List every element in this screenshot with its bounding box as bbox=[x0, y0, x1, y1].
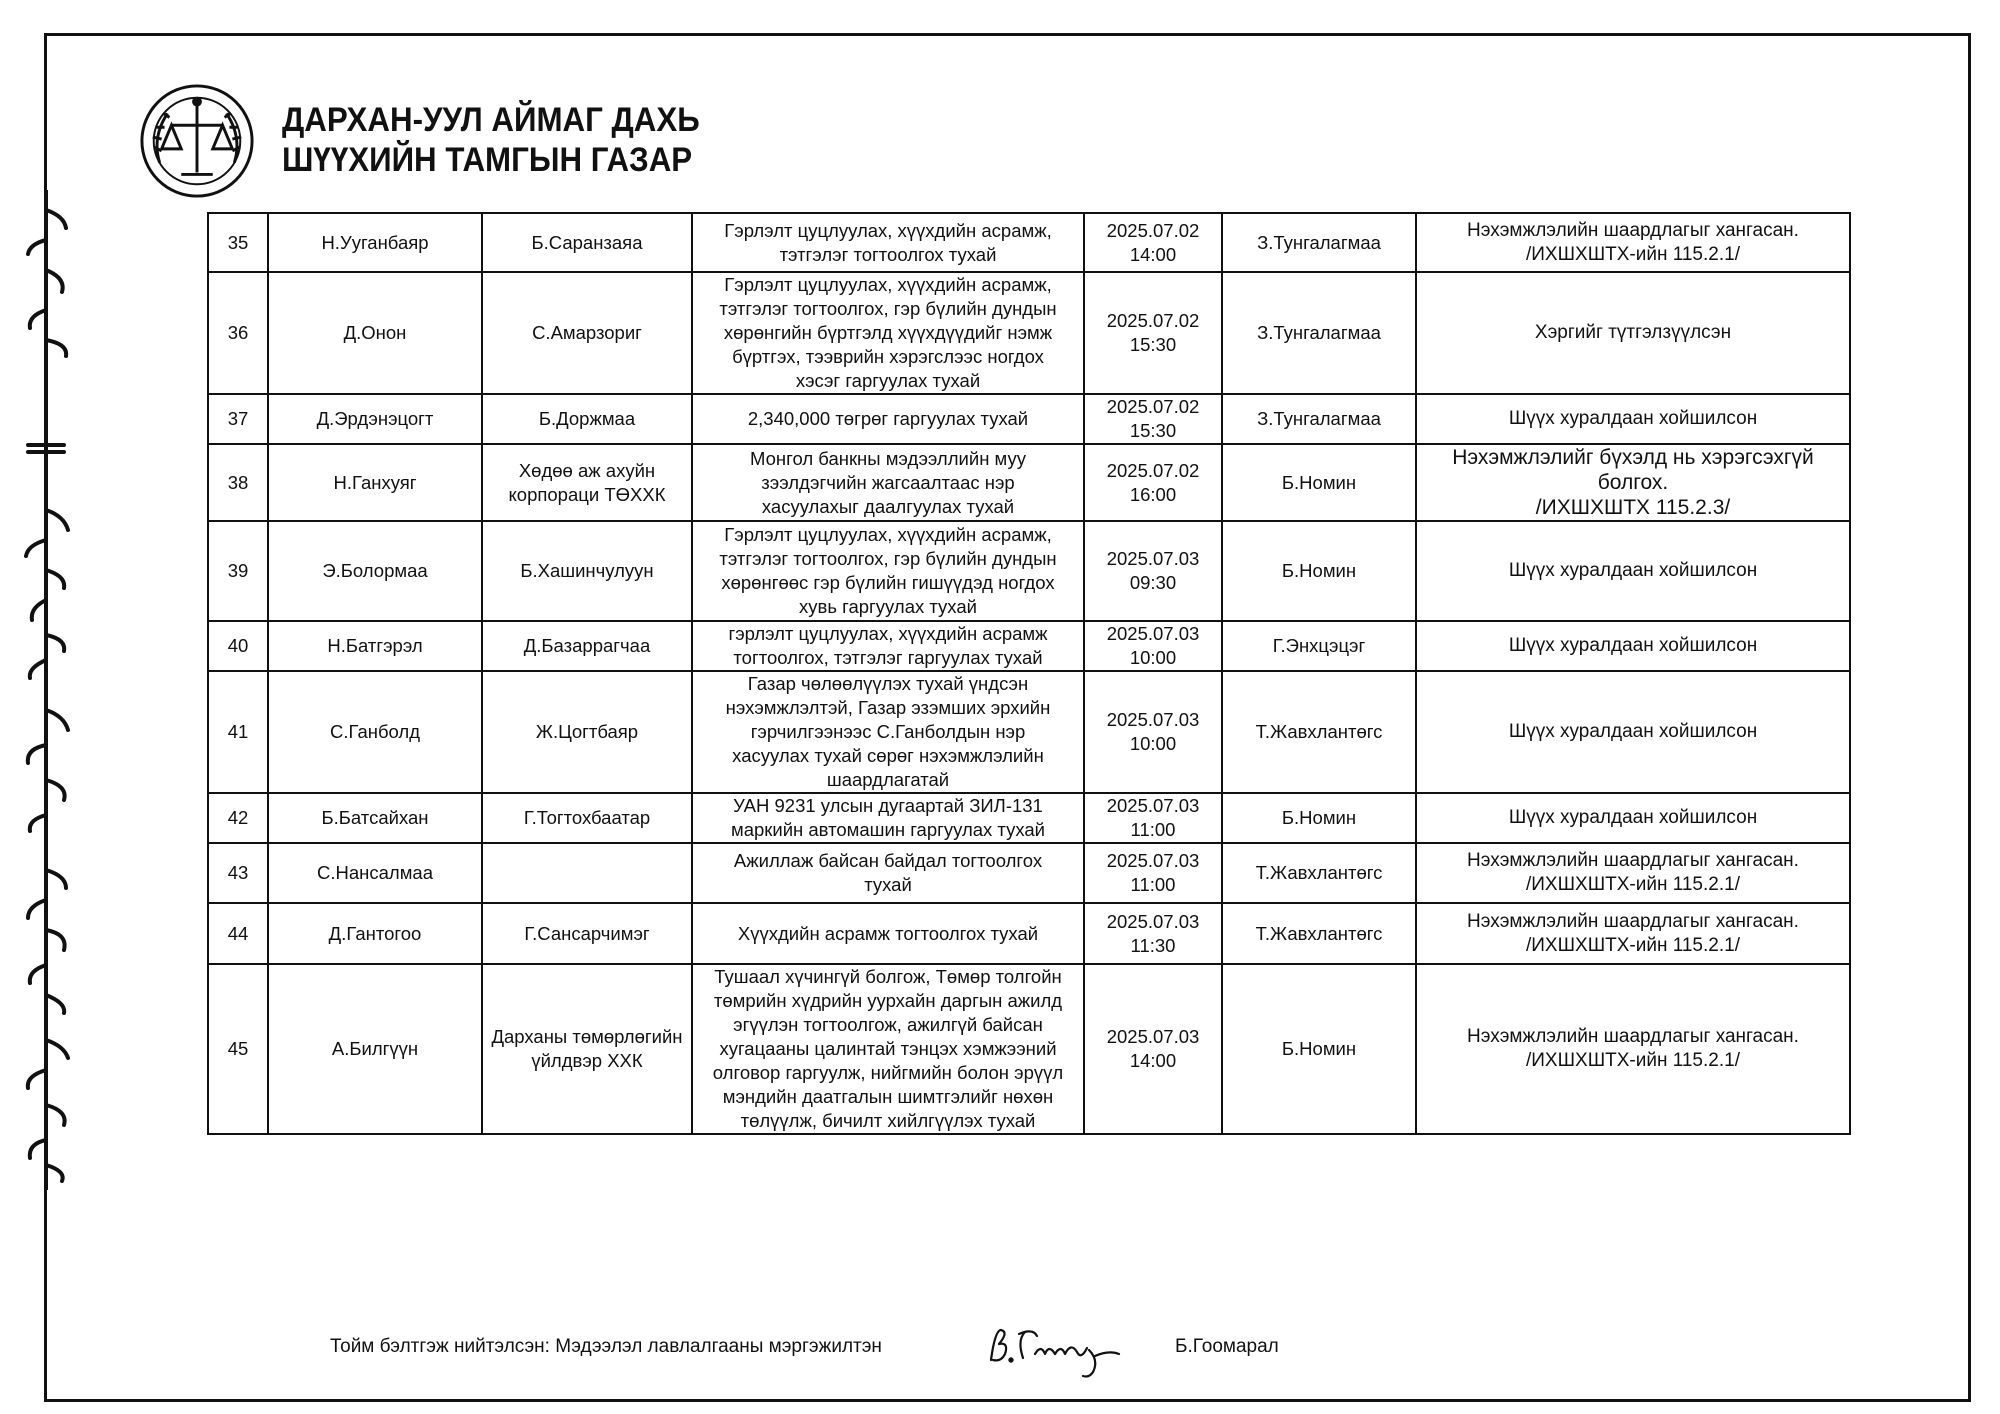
result-cell bbox=[1416, 903, 1850, 964]
result-line: Нэхэмжлэлийн шаардлагыг хангасан. bbox=[1467, 910, 1799, 932]
result-line: Хэргийг түтгэлзүүлсэн bbox=[1534, 322, 1732, 343]
plaintiff-cell bbox=[268, 213, 482, 272]
plaintiff-name: Д.Онон bbox=[343, 322, 407, 343]
claim-line: шаардлагатай bbox=[826, 769, 950, 790]
case-number: 35 bbox=[227, 231, 249, 253]
case-number-cell bbox=[208, 843, 268, 903]
judge-name: Г.Энхцэцэг bbox=[1272, 635, 1366, 656]
judge-cell bbox=[1222, 621, 1416, 671]
defendant-cell bbox=[482, 903, 692, 964]
plaintiff-name: Э.Болормаа bbox=[322, 560, 428, 581]
claim-line: зээлдэгчийн жагсаалтаас нэр bbox=[761, 471, 1015, 493]
result-line: Нэхэмжлэлийн шаардлагыг хангасан. bbox=[1467, 850, 1799, 871]
preparer-name: Б.Гоомарал bbox=[1175, 1336, 1279, 1357]
hearing-date: 2025.07.03 bbox=[1106, 795, 1200, 816]
defendant-name: Б.Саранзаяа bbox=[531, 231, 643, 253]
result-cell bbox=[1416, 964, 1850, 1134]
case-number: 43 bbox=[227, 862, 249, 883]
claim-line: хасуулахыг даалгуулах тухай bbox=[761, 495, 1015, 517]
case-number-cell bbox=[208, 521, 268, 621]
table-row bbox=[208, 213, 1850, 272]
claim-line: эгүүлэн тогтоолгож, ажилгүй байсан bbox=[733, 1014, 1043, 1035]
claim-cell bbox=[692, 621, 1084, 671]
hearing-datetime-cell bbox=[1084, 793, 1222, 843]
hearing-datetime-cell bbox=[1084, 671, 1222, 793]
hearing-datetime-cell bbox=[1084, 843, 1222, 903]
judge-name: З.Тунгалагмаа bbox=[1257, 322, 1381, 343]
plaintiff-name: С.Нансалмаа bbox=[317, 862, 433, 883]
organization-name-line1: ДАРХАН-УУЛ АЙМАГ ДАХЬ bbox=[282, 101, 700, 139]
result-cell bbox=[1416, 671, 1850, 793]
claim-line: хөрөнгөөс гэр бүлийн гишүүдэд ногдох bbox=[721, 572, 1055, 593]
prepared-by-label: Тойм бэлтгэж нийтэлсэн: Мэдээлэл лавлалгааны мэргэжилтэн bbox=[330, 1336, 882, 1357]
result-cell bbox=[1416, 272, 1850, 394]
hearing-time: 15:30 bbox=[1129, 334, 1177, 355]
plaintiff-cell bbox=[268, 394, 482, 444]
plaintiff-name: А.Билгүүн bbox=[331, 1038, 419, 1059]
plaintiff-name: Д.Эрдэнэцогт bbox=[316, 408, 434, 429]
judge-name: Т.Жавхлантөгс bbox=[1255, 862, 1383, 883]
plaintiff-name: Д.Гантогоо bbox=[328, 922, 422, 944]
case-number-cell bbox=[208, 394, 268, 444]
claim-cell bbox=[692, 793, 1084, 843]
defendant-name: Хөдөө аж ахуйн корпораци ТӨХХК bbox=[508, 459, 666, 505]
result-cell bbox=[1416, 444, 1850, 521]
case-number: 38 bbox=[227, 471, 249, 493]
judge-cell bbox=[1222, 444, 1416, 521]
hearing-date: 2025.07.02 bbox=[1106, 396, 1200, 417]
claim-cell bbox=[692, 444, 1084, 521]
judge-name: Т.Жавхлантөгс bbox=[1255, 721, 1383, 742]
claim-line: Ажиллаж байсан байдал тогтоолгох bbox=[733, 850, 1043, 871]
table-row bbox=[208, 272, 1850, 394]
plaintiff-cell bbox=[268, 272, 482, 394]
claim-cell bbox=[692, 394, 1084, 444]
judge-cell bbox=[1222, 671, 1416, 793]
organization-name bbox=[282, 100, 700, 180]
defendant-name: Дарханы төмөрлөгийн үйлдвэр ХХК bbox=[491, 1026, 683, 1071]
case-number: 41 bbox=[227, 721, 249, 742]
result-line: /ИХШХШТХ-ийн 115.2.1/ bbox=[1526, 874, 1740, 895]
result-cell bbox=[1416, 843, 1850, 903]
judge-name: Б.Номин bbox=[1281, 560, 1357, 581]
claim-line: Гэрлэлт цуцлуулах, хүүхдийн асрамж, bbox=[724, 219, 1052, 241]
claim-line: төлүүлж, бичилт хийлгүүлэх тухай bbox=[740, 1110, 1036, 1131]
judge-name: Б.Номин bbox=[1281, 807, 1357, 828]
claim-line: тэтгэлэг тогтоолгох тухай bbox=[779, 243, 997, 265]
hearing-datetime-cell bbox=[1084, 521, 1222, 621]
claim-line: олговор гаргуулж, нийгмийн болон эрүүл bbox=[712, 1062, 1064, 1083]
claim-cell bbox=[692, 671, 1084, 793]
case-number-cell bbox=[208, 213, 268, 272]
hearing-date: 2025.07.02 bbox=[1106, 459, 1200, 481]
result-cell bbox=[1416, 394, 1850, 444]
claim-line: маркийн автомашин гаргуулах тухай bbox=[730, 819, 1046, 840]
hearing-time: 11:00 bbox=[1130, 874, 1176, 895]
judge-cell bbox=[1222, 903, 1416, 964]
table-row bbox=[208, 444, 1850, 521]
result-line: Шүүх хуралдаан хойшилсон bbox=[1508, 635, 1758, 656]
document-footer bbox=[330, 1326, 1330, 1376]
hearing-datetime-cell bbox=[1084, 964, 1222, 1134]
plaintiff-cell bbox=[268, 903, 482, 964]
judge-cell bbox=[1222, 843, 1416, 903]
result-line: /ИХШХШТХ-ийн 115.2.1/ bbox=[1526, 1050, 1740, 1071]
hearing-datetime-cell bbox=[1084, 621, 1222, 671]
case-number: 45 bbox=[227, 1038, 249, 1059]
defendant-cell bbox=[482, 213, 692, 272]
result-line: Шүүх хуралдаан хойшилсон bbox=[1508, 721, 1758, 742]
court-emblem-icon bbox=[138, 82, 256, 200]
result-line: /ИХШХШТХ 115.2.3/ bbox=[1535, 496, 1731, 519]
table-row bbox=[208, 671, 1850, 793]
hearing-datetime-cell bbox=[1084, 272, 1222, 394]
hearing-date: 2025.07.03 bbox=[1106, 850, 1200, 871]
defendant-cell bbox=[482, 671, 692, 793]
hearing-time: 14:00 bbox=[1129, 243, 1177, 265]
defendant-cell bbox=[482, 621, 692, 671]
judge-cell bbox=[1222, 793, 1416, 843]
claim-line: хугацааны цалинтай тэнцэх хэмжээний bbox=[719, 1038, 1057, 1059]
claim-line: тогтоолгох, тэтгэлэг гаргуулах тухай bbox=[733, 647, 1043, 668]
table-row bbox=[208, 394, 1850, 444]
claim-line: тэтгэлэг тогтоолгох, гэр бүлийн дундын bbox=[719, 548, 1057, 569]
hearing-date: 2025.07.03 bbox=[1106, 548, 1200, 569]
plaintiff-name: Б.Батсайхан bbox=[321, 807, 429, 828]
plaintiff-cell bbox=[268, 444, 482, 521]
defendant-cell bbox=[482, 843, 692, 903]
result-line: Шүүх хуралдаан хойшилсон bbox=[1508, 560, 1758, 581]
judge-name: З.Тунгалагмаа bbox=[1257, 408, 1381, 429]
plaintiff-name: Н.Ууганбаяр bbox=[321, 231, 429, 253]
result-line: Нэхэмжлэлийн шаардлагыг хангасан. bbox=[1467, 219, 1799, 241]
table-row bbox=[208, 793, 1850, 843]
judge-cell bbox=[1222, 521, 1416, 621]
judge-name: Т.Жавхлантөгс bbox=[1255, 922, 1383, 944]
claim-line: тухай bbox=[864, 874, 912, 895]
plaintiff-name: С.Ганболд bbox=[329, 721, 421, 742]
claim-line: Тушаал хүчингүй болгож, Төмөр толгойн bbox=[714, 966, 1062, 987]
result-cell bbox=[1416, 793, 1850, 843]
result-line: болгох. bbox=[1597, 471, 1669, 494]
claim-line: нэхэмжлэлтэй, Газар эзэмших эрхийн bbox=[725, 697, 1051, 718]
claim-line: хөрөнгийн бүртгэлд хүүхдүүдийг нэмж bbox=[723, 322, 1053, 343]
hearing-date: 2025.07.03 bbox=[1106, 623, 1200, 644]
defendant-cell bbox=[482, 793, 692, 843]
claim-cell bbox=[692, 964, 1084, 1134]
handwritten-signature bbox=[985, 1320, 1135, 1378]
case-number-cell bbox=[208, 621, 268, 671]
result-line: /ИХШХШТХ-ийн 115.2.1/ bbox=[1526, 934, 1740, 956]
claim-line: тэтгэлэг тогтоолгох, гэр бүлийн дундын bbox=[719, 298, 1057, 319]
plaintiff-cell bbox=[268, 521, 482, 621]
hearing-time: 15:30 bbox=[1129, 420, 1177, 441]
result-cell bbox=[1416, 521, 1850, 621]
case-number: 36 bbox=[227, 322, 249, 343]
plaintiff-cell bbox=[268, 843, 482, 903]
hearing-date: 2025.07.03 bbox=[1106, 709, 1200, 730]
judge-name: З.Тунгалагмаа bbox=[1257, 231, 1381, 253]
defendant-name: Г.Тогтохбаатар bbox=[523, 807, 651, 828]
claim-line: гэрчилгээнээс С.Ганболдын нэр bbox=[750, 721, 1026, 742]
claim-cell bbox=[692, 843, 1084, 903]
result-line: Шүүх хуралдаан хойшилсон bbox=[1508, 807, 1758, 828]
result-cell bbox=[1416, 213, 1850, 272]
table-row bbox=[208, 964, 1850, 1134]
judge-name: Б.Номин bbox=[1281, 1038, 1357, 1059]
case-number: 39 bbox=[227, 560, 249, 581]
judge-cell bbox=[1222, 964, 1416, 1134]
court-cases-table-body bbox=[208, 213, 1850, 1134]
defendant-cell bbox=[482, 394, 692, 444]
case-number-cell bbox=[208, 793, 268, 843]
hearing-datetime-cell bbox=[1084, 903, 1222, 964]
vertical-script-decoration bbox=[8, 190, 84, 1190]
claim-line: УАН 9231 улсын дугаартай ЗИЛ-131 bbox=[733, 795, 1043, 816]
claim-line: Газар чөлөөлүүлэх тухай үндсэн bbox=[747, 673, 1029, 694]
hearing-time: 09:30 bbox=[1129, 572, 1177, 593]
claim-line: Монгол банкны мэдээллийн муу bbox=[750, 447, 1026, 469]
case-number-cell bbox=[208, 272, 268, 394]
claim-cell bbox=[692, 213, 1084, 272]
case-number: 40 bbox=[227, 635, 249, 656]
claim-line: төмрийн хүдрийн уурхайн даргын ажилд bbox=[713, 990, 1063, 1011]
case-number: 44 bbox=[227, 922, 249, 944]
claim-line: Хүүхдийн асрамж тогтоолгох тухай bbox=[737, 922, 1039, 944]
hearing-time: 10:00 bbox=[1129, 647, 1177, 668]
plaintiff-name: Н.Батгэрэл bbox=[327, 635, 423, 656]
table-row bbox=[208, 621, 1850, 671]
hearing-time: 10:00 bbox=[1129, 733, 1177, 754]
claim-line: хувь гаргуулах тухай bbox=[799, 596, 977, 617]
claim-line: хасуулах тухай сөрөг нэхэмжлэлийн bbox=[732, 745, 1044, 766]
result-line: Нэхэмжлэлийн шаардлагыг хангасан. bbox=[1467, 1026, 1799, 1047]
defendant-cell bbox=[482, 272, 692, 394]
judge-cell bbox=[1222, 394, 1416, 444]
claim-cell bbox=[692, 521, 1084, 621]
claim-cell bbox=[692, 272, 1084, 394]
table-row bbox=[208, 521, 1850, 621]
document-header bbox=[138, 82, 1038, 192]
plaintiff-cell bbox=[268, 964, 482, 1134]
hearing-datetime-cell bbox=[1084, 394, 1222, 444]
hearing-date: 2025.07.02 bbox=[1106, 310, 1200, 331]
defendant-cell bbox=[482, 964, 692, 1134]
hearing-date: 2025.07.02 bbox=[1106, 219, 1200, 241]
court-cases-table bbox=[207, 212, 1851, 1135]
defendant-name: Б.Доржмаа bbox=[538, 408, 636, 429]
case-number: 42 bbox=[227, 807, 249, 828]
result-cell bbox=[1416, 621, 1850, 671]
hearing-date: 2025.07.03 bbox=[1106, 910, 1200, 932]
plaintiff-cell bbox=[268, 793, 482, 843]
defendant-name: Ж.Цогтбаяр bbox=[535, 721, 639, 742]
case-number-cell bbox=[208, 444, 268, 521]
defendant-name: С.Амарзориг bbox=[532, 322, 642, 343]
defendant-name: Д.Базаррагчаа bbox=[523, 635, 651, 656]
hearing-time: 11:30 bbox=[1130, 934, 1176, 956]
claim-line: Гэрлэлт цуцлуулах, хүүхдийн асрамж, bbox=[724, 274, 1052, 295]
claim-line: Гэрлэлт цуцлуулах, хүүхдийн асрамж, bbox=[724, 524, 1052, 545]
table-row bbox=[208, 903, 1850, 964]
result-line: Нэхэмжлэлийг бүхэлд нь хэрэгсэхгүй bbox=[1452, 446, 1814, 469]
hearing-time: 14:00 bbox=[1129, 1050, 1177, 1071]
plaintiff-cell bbox=[268, 671, 482, 793]
defendant-cell bbox=[482, 444, 692, 521]
result-line: Шүүх хуралдаан хойшилсон bbox=[1508, 408, 1758, 429]
claim-line: бүртгэх, тээврийн хэрэгслээс ногдох bbox=[732, 346, 1044, 367]
hearing-time: 11:00 bbox=[1130, 819, 1176, 840]
result-line: /ИХШХШТХ-ийн 115.2.1/ bbox=[1526, 243, 1740, 265]
claim-line: 2,340,000 төгрөг гаргуулах тухай bbox=[747, 408, 1029, 429]
case-number-cell bbox=[208, 671, 268, 793]
hearing-time: 16:00 bbox=[1129, 483, 1177, 505]
organization-name-line2: ШҮҮХИЙН ТАМГЫН ГАЗАР bbox=[282, 141, 693, 179]
case-number-cell bbox=[208, 903, 268, 964]
defendant-name: Б.Хашинчулуун bbox=[520, 560, 654, 581]
plaintiff-name: Н.Ганхуяг bbox=[333, 471, 417, 493]
table-row bbox=[208, 843, 1850, 903]
judge-cell bbox=[1222, 272, 1416, 394]
claim-cell bbox=[692, 903, 1084, 964]
claim-line: гэрлэлт цуцлуулах, хүүхдийн асрамж bbox=[728, 623, 1048, 644]
case-number-cell bbox=[208, 964, 268, 1134]
hearing-date: 2025.07.03 bbox=[1106, 1026, 1200, 1047]
claim-line: хэсэг гаргуулах тухай bbox=[795, 370, 981, 391]
hearing-datetime-cell bbox=[1084, 213, 1222, 272]
judge-cell bbox=[1222, 213, 1416, 272]
claim-line: мэндийн даатгалын шимтгэлийг нөхөн bbox=[722, 1086, 1054, 1107]
case-number: 37 bbox=[227, 408, 249, 429]
plaintiff-cell bbox=[268, 621, 482, 671]
defendant-name: Г.Сансарчимэг bbox=[524, 922, 650, 944]
judge-name: Б.Номин bbox=[1281, 471, 1357, 493]
hearing-datetime-cell bbox=[1084, 444, 1222, 521]
defendant-cell bbox=[482, 521, 692, 621]
